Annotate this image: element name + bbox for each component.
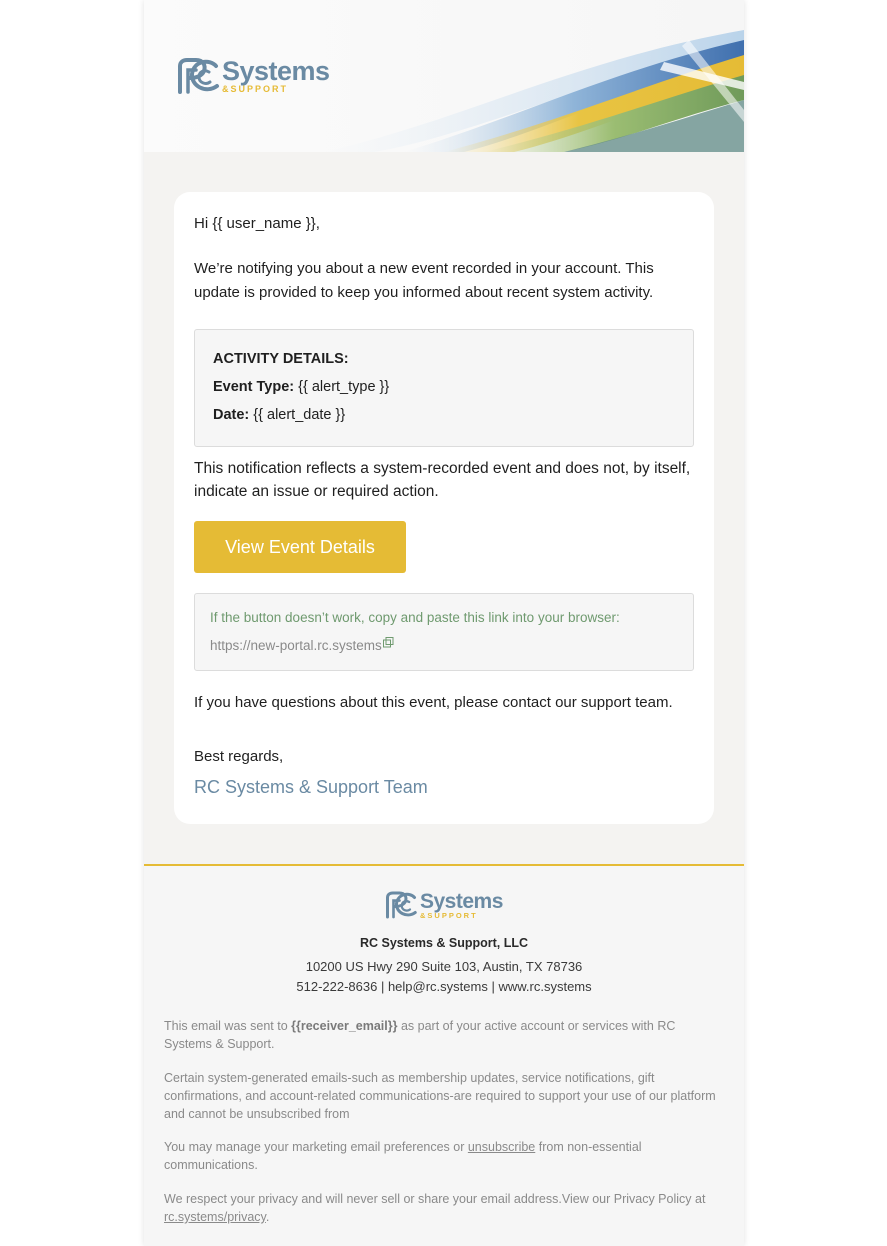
unsubscribe-link[interactable]: unsubscribe <box>467 1140 536 1154</box>
fallback-url-row <box>210 638 394 653</box>
privacy-policy-link[interactable]: rc.systems/privacy <box>164 1210 266 1224</box>
preferences-text-end: from non-essential communications. <box>164 1140 642 1172</box>
email-header <box>144 0 744 152</box>
separator: | <box>487 979 499 994</box>
logo-wordmark-systems: Systems <box>420 889 503 913</box>
preferences-text: You may manage your marketing email preferences or <box>164 1140 468 1154</box>
contact-line <box>144 979 744 994</box>
view-event-details-button[interactable]: View Event Details <box>194 521 406 573</box>
rc-logo-icon <box>384 890 418 920</box>
privacy-text-end: . <box>265 1210 270 1224</box>
date-label: Date: <box>213 407 250 423</box>
company-address: 10200 US Hwy 290 Suite 103, Austin, TX 78736 <box>305 959 583 974</box>
fallback-instructions: If the button doesn’t work, copy and paste this link into your browser: <box>210 610 620 625</box>
greeting: Hi {{ user_name }}, <box>194 215 320 232</box>
website-link[interactable]: www.rc.systems <box>498 979 592 994</box>
sign-off: Best regards, <box>194 748 284 765</box>
sent-to-text-end: as part of your active account or services with RC Systems & Support. <box>164 1019 676 1051</box>
message-card <box>174 192 714 824</box>
team-signature: RC Systems & Support Team <box>194 777 428 797</box>
logo-wordmark-support: &SUPPORT <box>222 84 289 94</box>
receiver-email: {{receiver_email}} <box>291 1019 398 1033</box>
logo-wordmark-systems: Systems <box>222 56 330 86</box>
event-type-value: {{ alert_type }} <box>294 379 390 395</box>
rc-logo-icon <box>176 56 220 96</box>
header-logo[interactable] <box>176 56 330 96</box>
email-link[interactable]: help@rc.systems <box>387 979 488 994</box>
privacy-text: We respect your privacy and will never sell or share your email address.View our Privacy Policy at <box>164 1192 706 1206</box>
event-type-label: Event Type: <box>213 379 295 395</box>
logo-wordmark-support: &SUPPORT <box>420 910 478 920</box>
email-footer <box>144 866 744 1246</box>
support-questions-text: If you have questions about this event, please contact our support team. <box>194 694 673 711</box>
company-name: RC Systems & Support, LLC <box>359 936 529 950</box>
notice-paragraph: This notification reflects a system-recorded event and does not, by itself, indicate an issue or required action. <box>194 460 691 500</box>
preferences-notice <box>164 1138 724 1174</box>
date-row <box>213 407 345 423</box>
activity-details-heading: ACTIVITY DETAILS: <box>213 351 349 367</box>
activity-details-box <box>194 329 694 447</box>
required-emails-notice: Certain system-generated emails-such as membership updates, service notifications, gift confirmations, and account-related communications-are required to support your use of our platform and cannot be unsubscribed from <box>164 1071 716 1121</box>
sent-to-text: This email was sent to <box>164 1019 292 1033</box>
privacy-notice <box>164 1190 724 1226</box>
email-container <box>144 0 744 1246</box>
fallback-link-box <box>194 593 694 671</box>
footer-logo[interactable] <box>384 890 503 920</box>
event-type-row <box>213 379 389 395</box>
phone-link[interactable]: 512-222-8636 <box>296 979 378 994</box>
copy-icon[interactable] <box>383 637 394 648</box>
fallback-url[interactable]: https://new-portal.rc.systems <box>210 638 382 653</box>
date-value: {{ alert_date }} <box>249 407 346 423</box>
intro-paragraph: We’re notifying you about a new event recorded in your account. This update is provided to keep you informed about recent system activity. <box>194 260 654 301</box>
separator: | <box>377 979 388 994</box>
sent-to-notice <box>164 1017 724 1053</box>
